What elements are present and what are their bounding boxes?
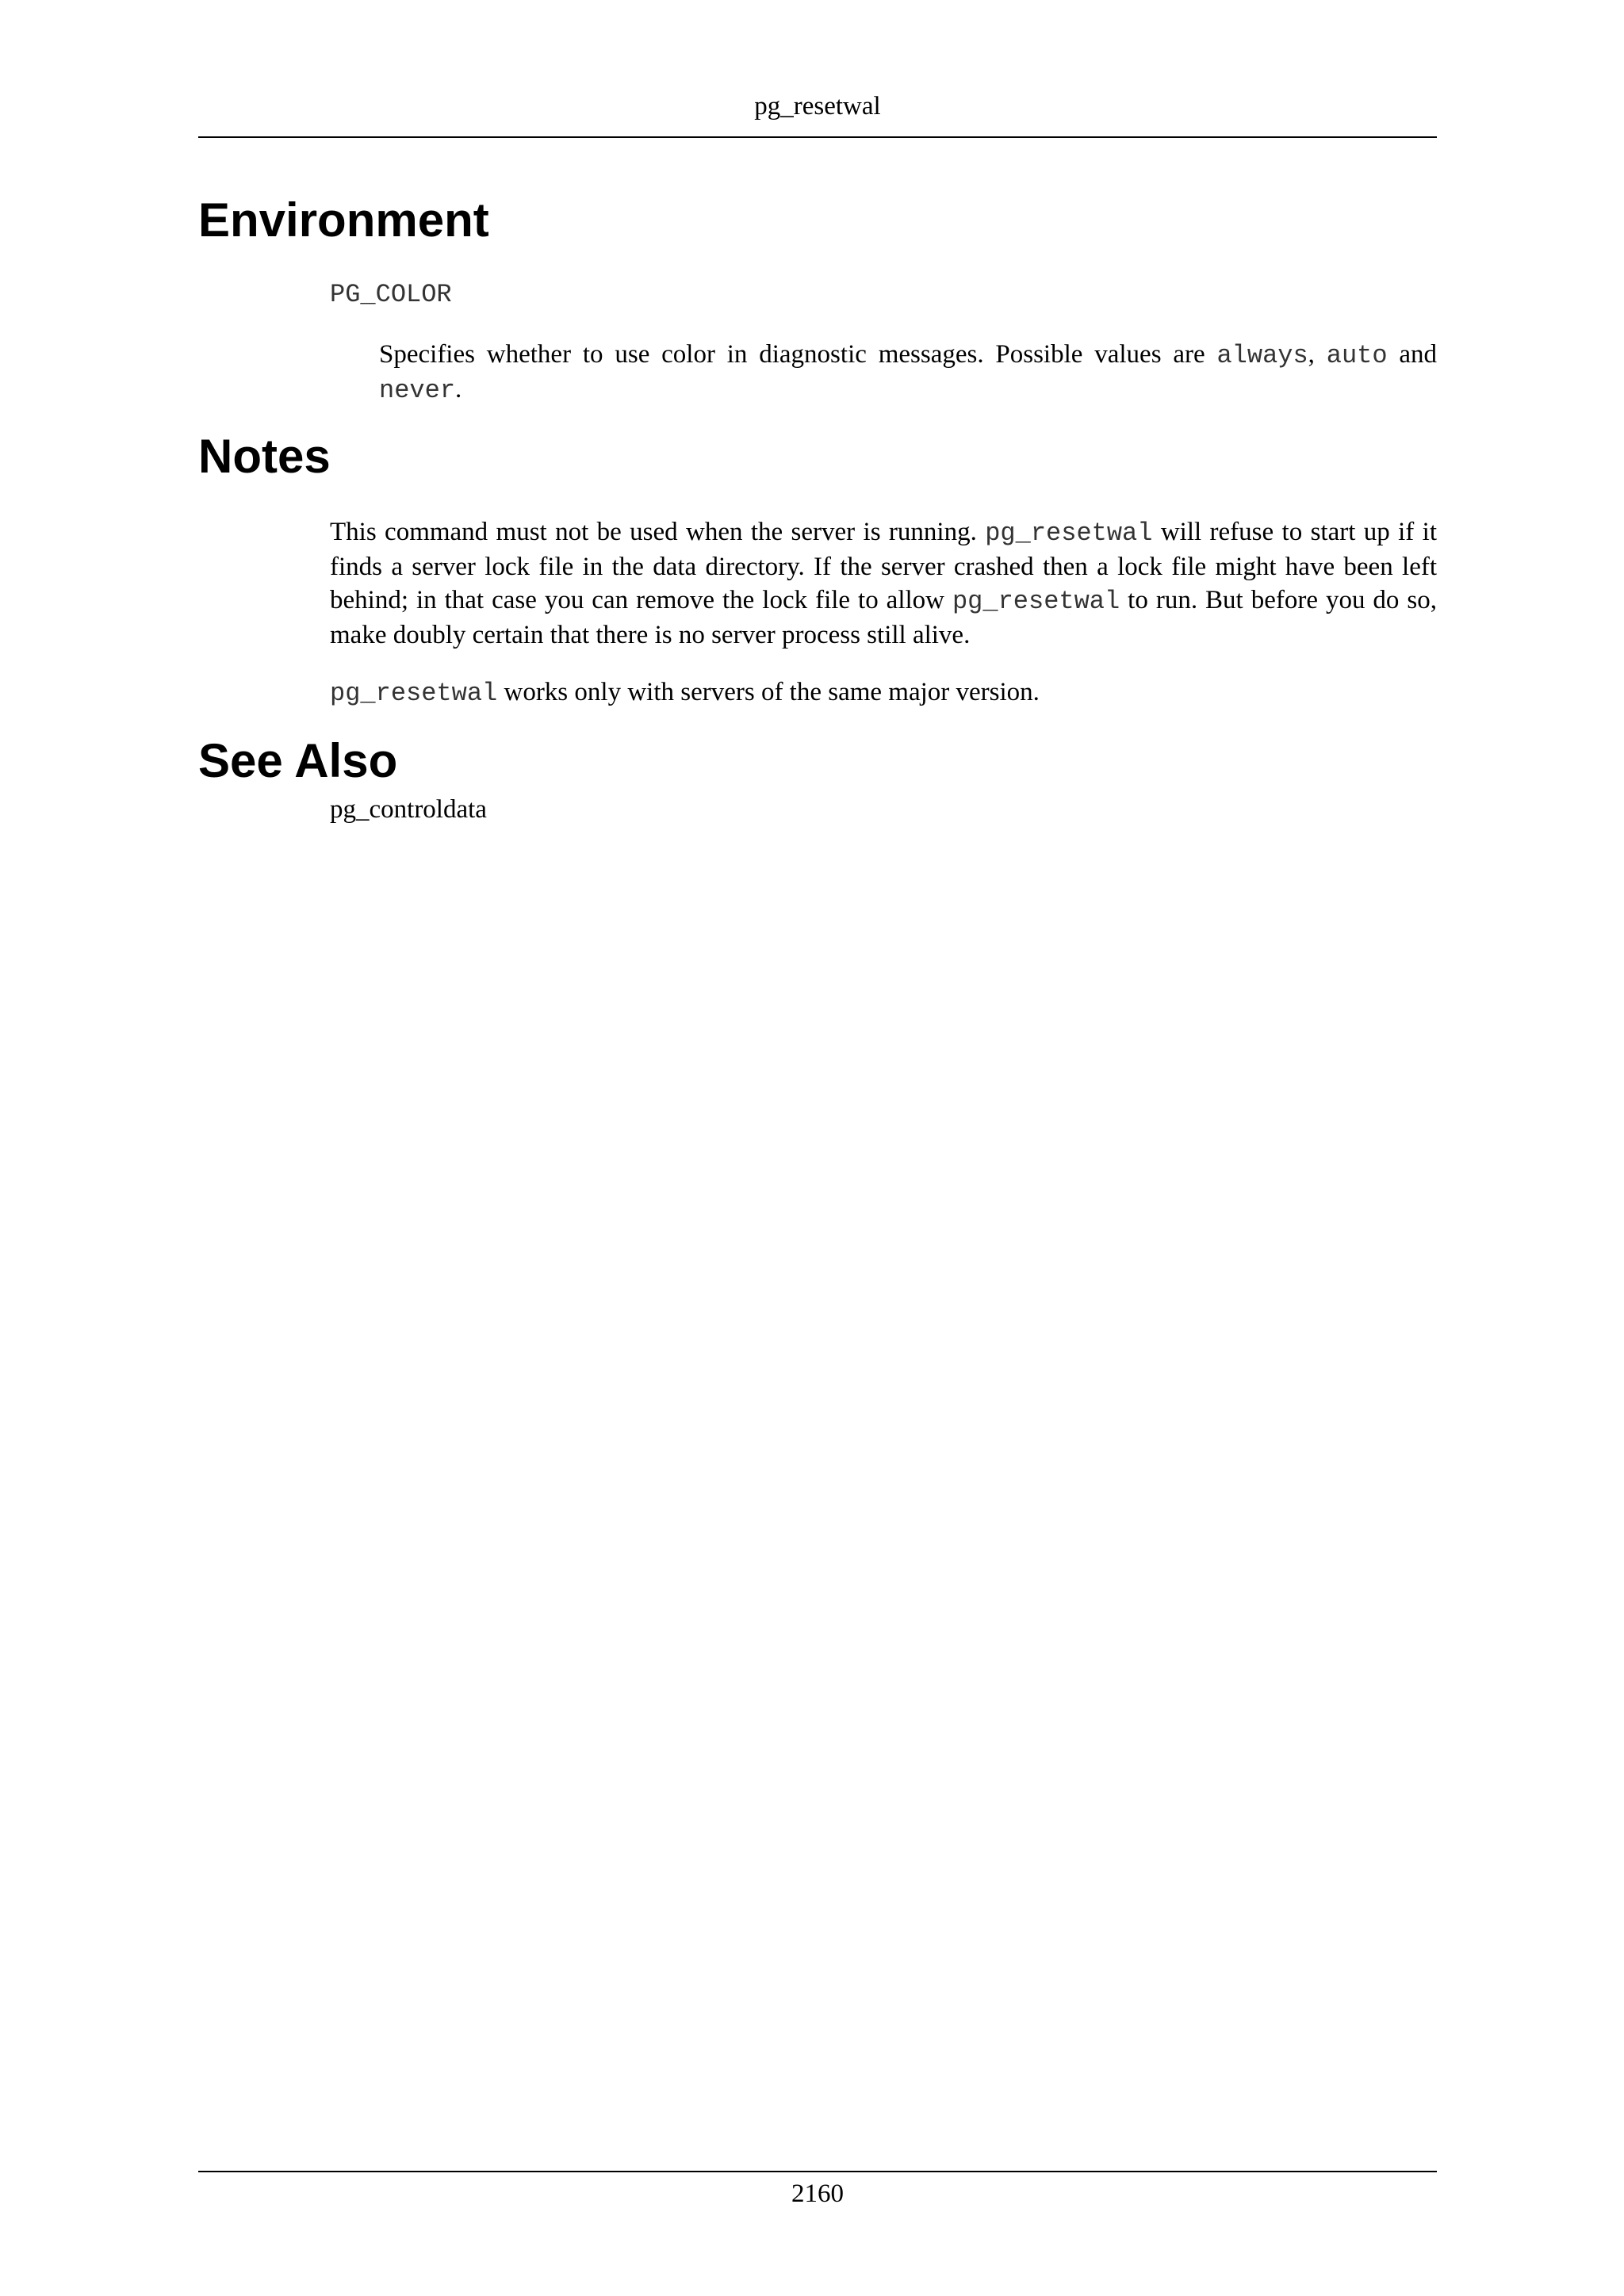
command-name: pg_resetwal (330, 679, 498, 708)
environment-heading: Environment (198, 193, 489, 247)
value-never: never (379, 376, 456, 405)
page-number: 2160 (791, 2179, 844, 2208)
see-also-link-pg-controldata[interactable]: pg_controldata (330, 795, 487, 824)
command-name: pg_resetwal (952, 587, 1120, 616)
env-variable-description (379, 338, 1437, 408)
desc-separator: and (1387, 340, 1438, 369)
notes-heading: Notes (198, 430, 331, 483)
notes-text: works only with servers of the same major version. (497, 678, 1040, 706)
see-also-heading: See Also (198, 734, 398, 787)
running-header: pg_resetwal (754, 92, 881, 121)
value-always: always (1216, 341, 1308, 370)
env-variable-term: PG_COLOR (330, 280, 452, 309)
desc-text: Specifies whether to use color in diagnostic messages. Possible values are (379, 340, 1217, 369)
footer-rule (198, 2171, 1437, 2172)
notes-text: to run. But before you do so, make doubly certain that there is no server process still alive. (330, 586, 1437, 649)
notes-paragraph-2 (330, 675, 1437, 710)
desc-end: . (455, 375, 462, 404)
notes-text: will refuse to start up if it finds a server lock file in the data directory. If the server crashed then a lock file might have been left behind; in that case you can remove the lock file to allow (330, 518, 1437, 614)
command-name: pg_resetwal (985, 519, 1153, 548)
value-auto: auto (1326, 341, 1388, 370)
notes-paragraph-1 (330, 515, 1437, 652)
header-rule (198, 136, 1437, 138)
notes-text: This command must not be used when the server is running. (330, 518, 986, 546)
desc-separator: , (1308, 340, 1327, 369)
